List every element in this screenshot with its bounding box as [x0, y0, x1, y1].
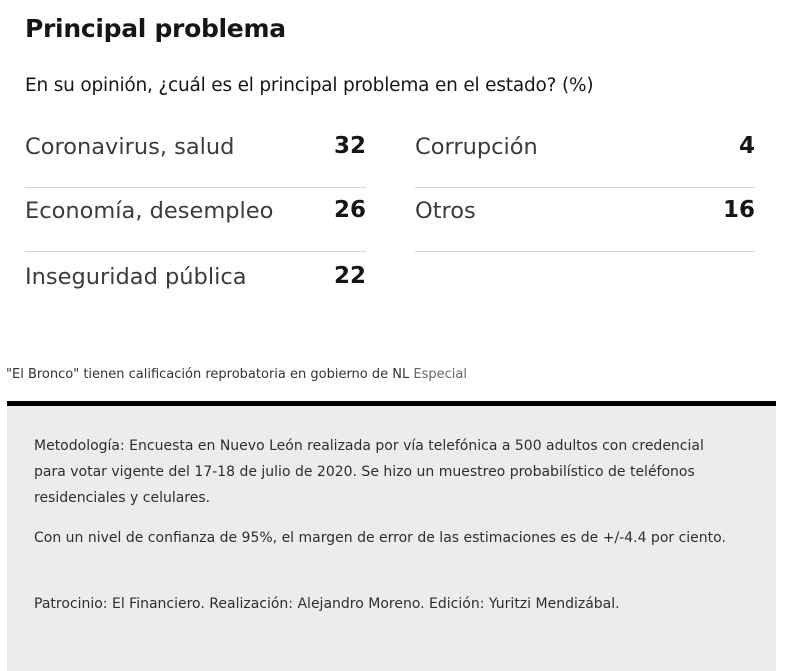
confidence-paragraph: Con un nivel de confianza de 95%, el margen de error de las estimaciones es de +/-4.4 por ciento. [34, 530, 726, 546]
result-value: 16 [722, 197, 755, 223]
result-row-inseguridad [25, 254, 366, 318]
row-divider [415, 251, 755, 252]
result-label: Inseguridad pública [25, 264, 247, 290]
image-caption [6, 367, 467, 382]
result-value: 22 [333, 263, 366, 289]
result-label: Economía, desempleo [25, 198, 274, 224]
row-divider [25, 251, 366, 252]
result-row-economia [25, 188, 366, 252]
result-value: 32 [333, 133, 366, 159]
result-row-otros [415, 188, 755, 252]
result-value: 26 [333, 197, 366, 223]
result-row-coronavirus [25, 124, 366, 188]
methodology-paragraph: Metodología: Encuesta en Nuevo León realizada por vía telefónica a 500 adultos con credencial para votar vigente del 17-18 de julio de 2020. Se hizo un muestreo probabilístico de teléfonos residenciales y celulares. [34, 438, 704, 506]
result-row-corrupcion [415, 124, 755, 188]
credits-paragraph: Patrocinio: El Financiero. Realización: Alejandro Moreno. Edición: Yuritzi Mendizábal. [34, 596, 620, 612]
methodology-box [7, 406, 776, 671]
page-title: Principal problema [25, 14, 286, 43]
survey-question: En su opinión, ¿cuál es el principal problema en el estado? (%) [25, 75, 594, 96]
caption-credit: Especial [413, 367, 467, 382]
caption-text: "El Bronco" tienen calificación reprobatoria en gobierno de NL [6, 367, 410, 382]
result-label: Corrupción [415, 134, 538, 160]
result-label: Otros [415, 198, 476, 224]
result-value: 4 [738, 133, 755, 159]
result-label: Coronavirus, salud [25, 134, 235, 160]
